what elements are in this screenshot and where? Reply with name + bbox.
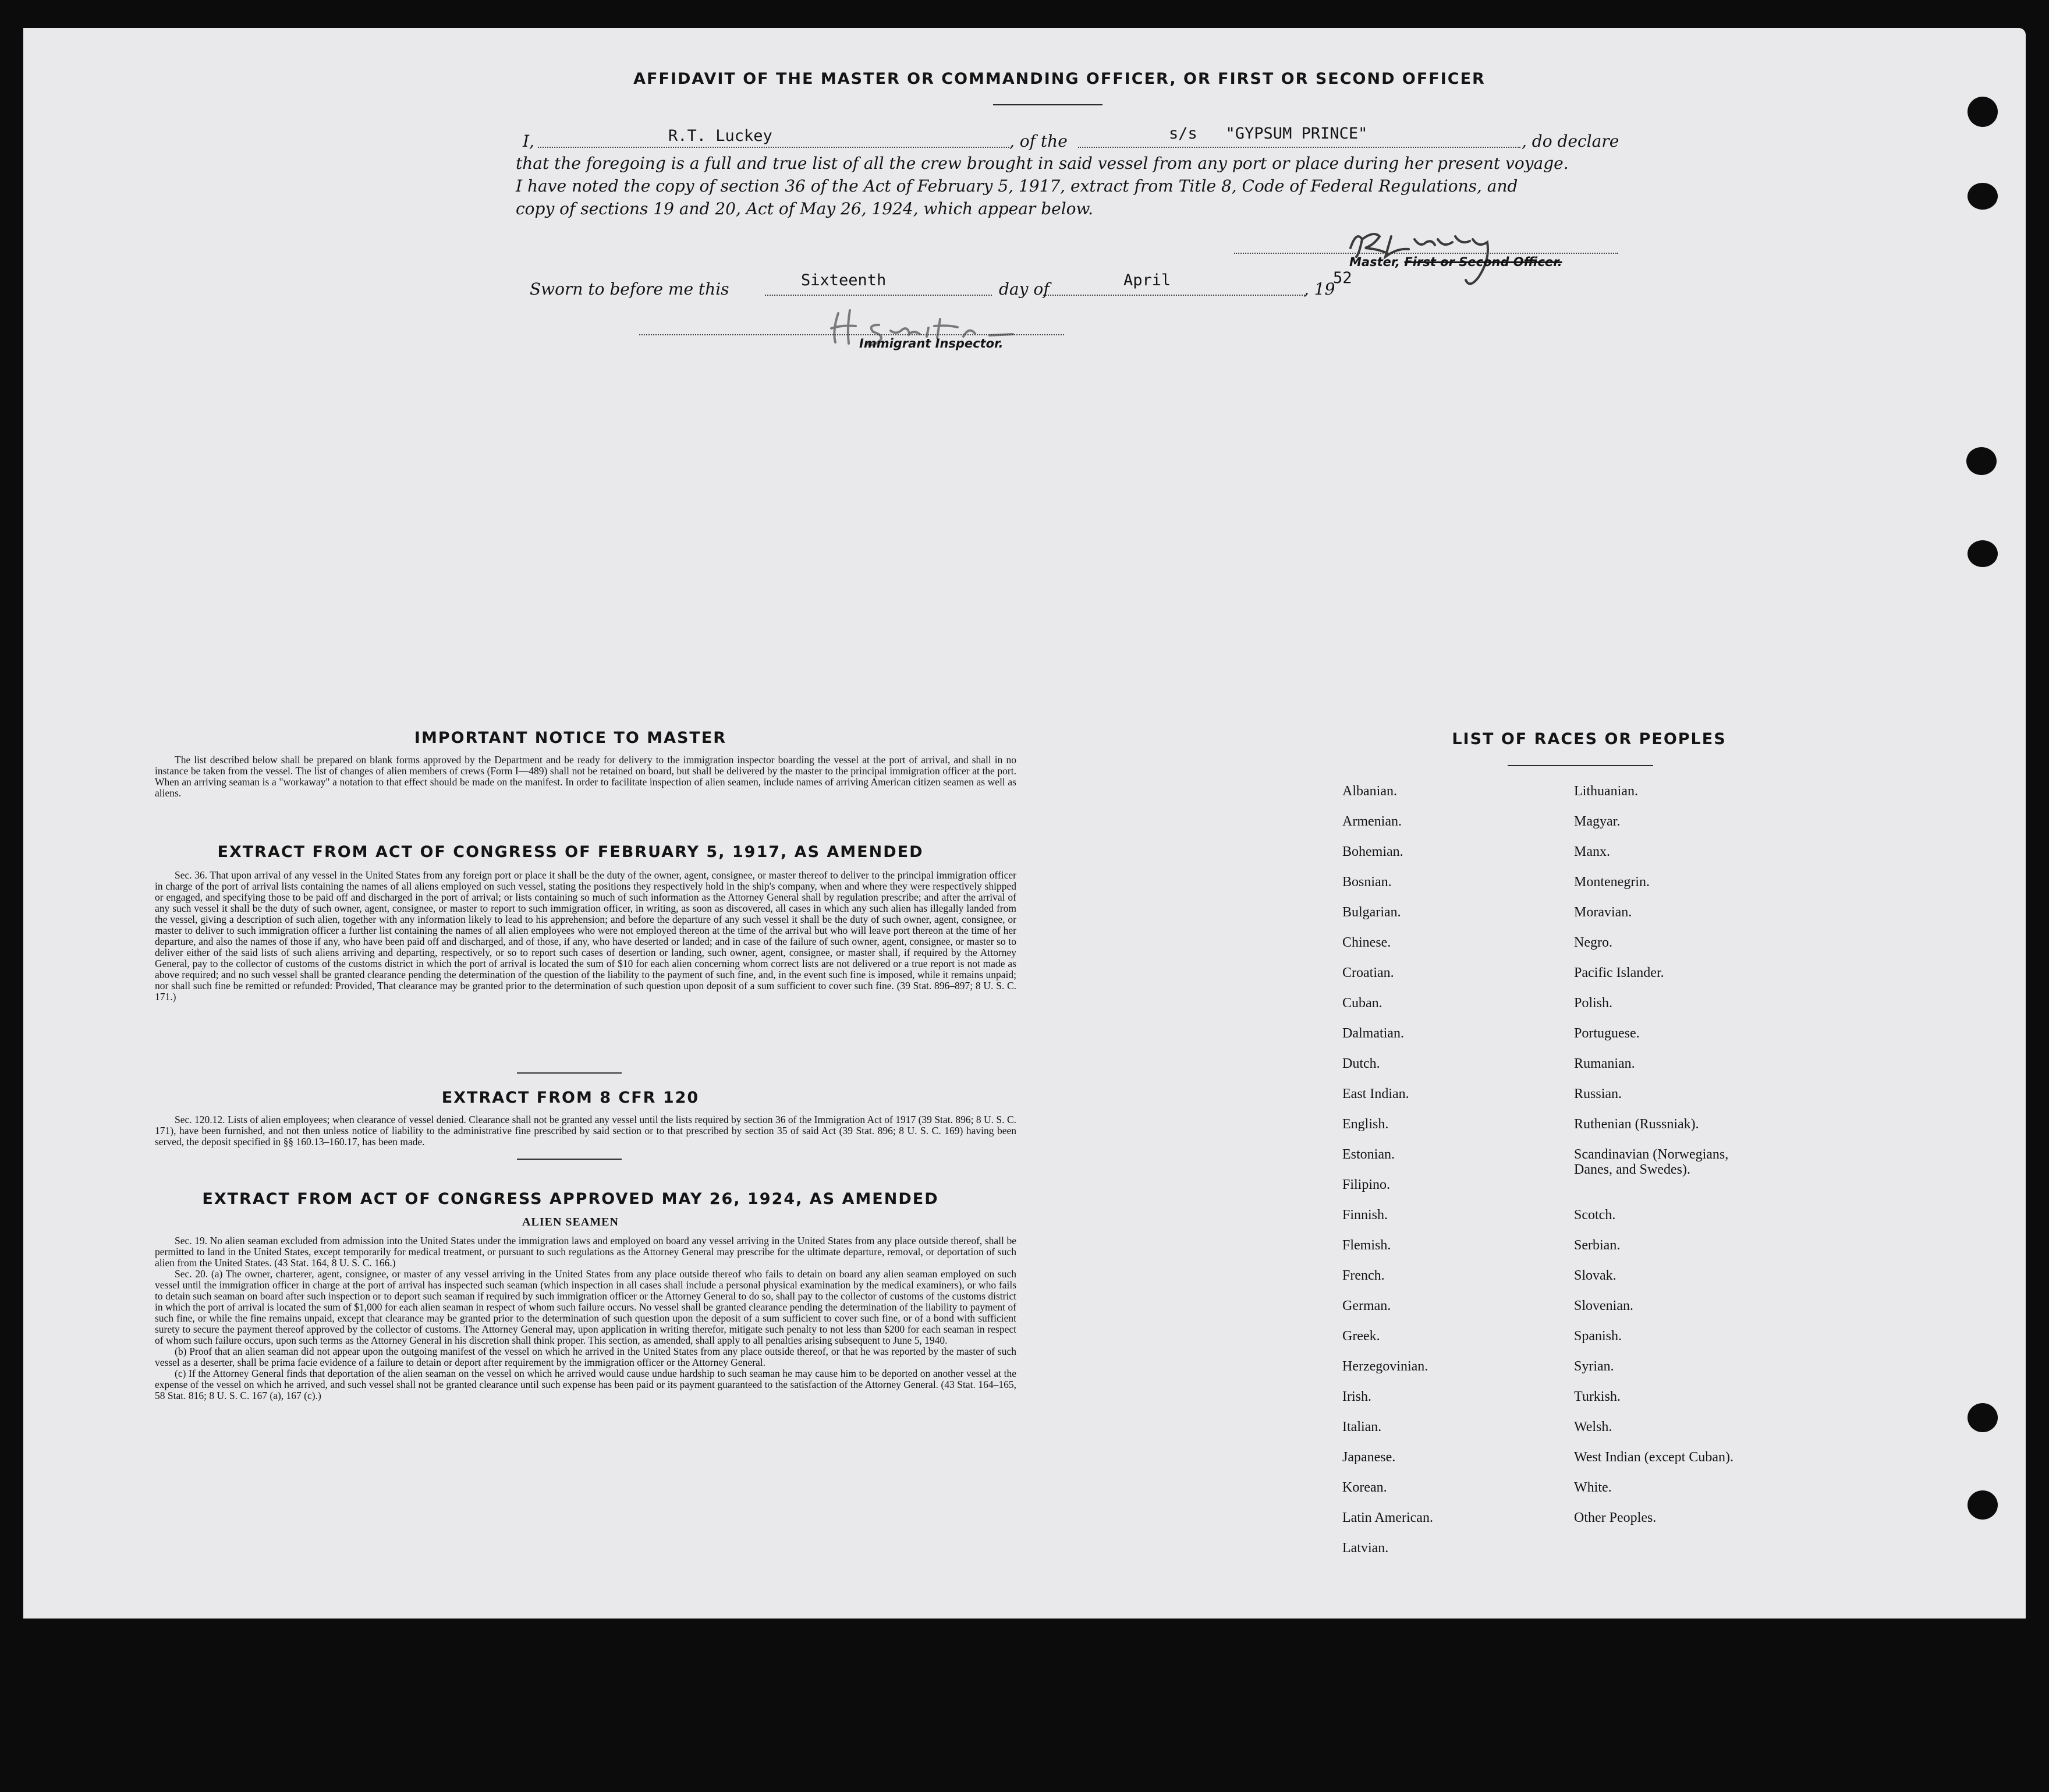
sec-20c-text: (c) If the Attorney General finds that deportation of the alien seaman on the vessel on which he arrived would cause undue hardship to such seaman he may cause him to be deported on another vessel at the expense of the vessel on which he arrived, and such vessel shall not be granted clearance until such expense has been paid or its payment guaranteed to the satisfaction of the Attorney General. (43 Stat. 164–165, 58 Stat. 816; 8 U. S. C. 167 (a), 167 (c).) <box>155 1368 1016 1401</box>
race-item: West Indian (except Cuban). <box>1574 1450 1734 1465</box>
sworn-prefix: Sworn to before me this <box>530 279 729 299</box>
extract-1917-title: EXTRACT FROM ACT OF CONGRESS OF FEBRUARY 5, 1917, AS AMENDED <box>217 843 924 861</box>
race-item: Irish. <box>1342 1389 1371 1404</box>
race-item: Cuban. <box>1342 996 1382 1011</box>
race-item: Latin American. <box>1342 1510 1433 1525</box>
races-title-rule <box>1508 765 1653 766</box>
race-item: Latvian. <box>1342 1540 1389 1556</box>
race-item: Scotch. <box>1574 1207 1616 1223</box>
race-item: Ruthenian (Russniak). <box>1574 1117 1699 1132</box>
extract-1924-body <box>155 1235 1016 1401</box>
race-item: Welsh. <box>1574 1419 1612 1435</box>
race-item: White. <box>1574 1480 1612 1495</box>
race-item: Magyar. <box>1574 814 1621 829</box>
affidavit-line-2: that the foregoing is a full and true list of all the crew brought in said vessel from any port or place during her present voyage. <box>516 154 1569 173</box>
year-prefix: , 19 <box>1304 279 1335 299</box>
race-item: Pacific Islander. <box>1574 965 1664 980</box>
of-the-label: , of the <box>1009 132 1068 151</box>
sworn-month: April <box>1123 271 1171 289</box>
sec-19-text: Sec. 19. No alien seaman excluded from admission into the United States under the immigration laws and employed on board any vessel arriving in the United States from any place outside thereof, shall be permitted to land in the United States, except temporarily for medical treatment, or pursuant to such regulations as the Attorney General may prescribe for the ultimate departure, removal, or deportation of such alien from the United States. (43 Stat. 164, 8 U. S. C. 166.) <box>155 1235 1016 1269</box>
alien-seamen-subtitle: ALIEN SEAMEN <box>522 1216 619 1228</box>
race-item: Greek. <box>1342 1329 1380 1344</box>
race-item: Lithuanian. <box>1574 784 1638 799</box>
race-item: Rumanian. <box>1574 1056 1635 1071</box>
sec-20b-text: (b) Proof that an alien seaman did not appear upon the outgoing manifest of the vessel on which he arrived in the United States from any place outside thereof, or that he was reported by the master of such vessel as a deserter, shall be prima facie evidence of a failure to detain or deport after requirement by the immigration officer or the Attorney General. <box>155 1345 1016 1368</box>
race-item: Scandinavian (Norwegians, Danes, and Swedes). <box>1574 1147 1729 1177</box>
race-item: Polish. <box>1574 996 1613 1011</box>
extract-1924-title: EXTRACT FROM ACT OF CONGRESS APPROVED MAY 26, 1924, AS AMENDED <box>202 1190 939 1208</box>
race-item: Japanese. <box>1342 1450 1396 1465</box>
do-declare-label: , do declare <box>1522 132 1619 151</box>
affidavit-title: AFFIDAVIT OF THE MASTER OR COMMANDING OFFICER, OR FIRST OR SECOND OFFICER <box>633 70 1486 88</box>
race-item: Russian. <box>1574 1086 1622 1102</box>
race-item: German. <box>1342 1298 1391 1313</box>
race-item: Slovak. <box>1574 1268 1616 1283</box>
race-item: Montenegrin. <box>1574 874 1650 890</box>
extract-cfr-body: Sec. 120.12. Lists of alien employees; when clearance of vessel denied. Clearance shall not be granted any vessel until the lists required by section 36 of the Immigration Act of 1917 (39 Stat. 896; 8 U. S. C. 171), have been furnished, and not then unless notice of liability to the administrative fine prescribed by said section or to that prescribed by section 35 of said Act (39 Stat. 896; 8 U. S. C. 169) having been served, the deposit specified in §§ 160.13–160.17, has been made. <box>155 1114 1016 1148</box>
race-item: Filipino. <box>1342 1177 1391 1192</box>
race-item: Other Peoples. <box>1574 1510 1657 1525</box>
vessel-name: s/s "GYPSUM PRINCE" <box>1169 125 1368 143</box>
race-item: French. <box>1342 1268 1385 1283</box>
race-item: Manx. <box>1574 844 1610 859</box>
sworn-day: Sixteenth <box>801 271 887 289</box>
inspector-signature-line <box>639 334 1064 335</box>
extract-1917-body: Sec. 36. That upon arrival of any vessel in the United States from any foreign port or place it shall be the duty of the owner, agent, consignee, or master thereof to deliver to the principal immigration officer in charge of the port of arrival lists containing the names of all aliens employed on such vessel, stating the positions they respectively hold in the ship's company, when and where they were respectively shipped or engaged, and specifying those to be paid off and discharged in the port of arrival; or lists containing so much of such information as the Attorney General shall by regulation prescribe; and after the arrival of any such vessel it shall be the duty of such owner, agent, consignee, or master to report to such immigration officer, in writing, as soon as discovered, all cases in which any such alien has illegally landed from the vessel, giving a description of such alien, together with any information likely to lead to his apprehension; and before the departure of any such vessel it shall be the duty of such owner, agent, consignee, or master to deliver to such immigration officer a further list containing the names of all alien employees who were not employed thereon at the time of the arrival but who will leave port thereon at the time of her departure, and also the names of those if any, who have been paid off and discharged, and of those, if any, who have deserted or landed; and in case of the failure of such owner, agent, consignee, or master so to deliver either of the said lists of such aliens arriving and departing, respectively, or so to report such cases of desertion or landing, such owner, agent, consignee, or master shall, if required by the Attorney General, pay to the collector of customs of the customs district in which the port of arrival is located the sum of $10 for each alien concerning whom correct lists are not delivered or a true report is not made as above required; and no such vessel shall be granted clearance pending the determination of the question of the liability to the payment of such fine, and, in the event such fine is imposed, while it remains unpaid; nor shall such fine be remitted or refunded: Provided, That clearance may be granted prior to the determination of such question upon deposit of a sum sufficient to cover such fine. (39 Stat. 896–897; 8 U. S. C. 171.) <box>155 869 1016 1003</box>
inspector-caption: Immigrant Inspector. <box>859 337 1004 350</box>
affidavit-line-4: copy of sections 19 and 20, Act of May 26, 1924, which appear below. <box>516 199 1094 218</box>
race-item: Moravian. <box>1574 905 1632 920</box>
master-caption-label: Master, <box>1349 255 1401 269</box>
race-item: Slovenian. <box>1574 1298 1633 1313</box>
race-item: Dalmatian. <box>1342 1026 1404 1041</box>
punch-hole <box>1968 183 1998 210</box>
section-rule <box>517 1159 622 1160</box>
race-item: Syrian. <box>1574 1359 1614 1374</box>
races-title: LIST OF RACES OR PEOPLES <box>1452 730 1727 748</box>
race-item: Chinese. <box>1342 935 1391 950</box>
race-item: Albanian. <box>1342 784 1397 799</box>
race-item: Estonian. <box>1342 1147 1395 1162</box>
master-signature <box>1333 213 1508 295</box>
race-item: Portuguese. <box>1574 1026 1640 1041</box>
punch-hole <box>1968 1403 1998 1432</box>
race-item: Turkish. <box>1574 1389 1621 1404</box>
race-item: East Indian. <box>1342 1086 1409 1102</box>
notice-title: IMPORTANT NOTICE TO MASTER <box>414 729 727 747</box>
document-page <box>23 28 2026 1619</box>
race-item: Croatian. <box>1342 965 1394 980</box>
master-caption <box>1349 255 1562 269</box>
race-item: Bosnian. <box>1342 874 1392 890</box>
race-item: Armenian. <box>1342 814 1402 829</box>
sworn-day-line <box>765 295 992 296</box>
punch-hole <box>1966 447 1997 475</box>
affidavit-line-3: I have noted the copy of section 36 of the Act of February 5, 1917, extract from Title 8, Code of Federal Regulations, and <box>516 176 1518 196</box>
sworn-month-line <box>1043 295 1305 296</box>
race-item: Bohemian. <box>1342 844 1403 859</box>
race-item: English. <box>1342 1117 1389 1132</box>
race-item: Flemish. <box>1342 1238 1391 1253</box>
section-rule <box>517 1072 622 1074</box>
day-of-label: day of <box>999 279 1050 299</box>
race-item: Korean. <box>1342 1480 1387 1495</box>
race-item: Finnish. <box>1342 1207 1388 1223</box>
race-item: Herzegovinian. <box>1342 1359 1428 1374</box>
struck-officer-caption: First or Second Officer. <box>1404 255 1562 269</box>
race-item: Dutch. <box>1342 1056 1380 1071</box>
race-item: Bulgarian. <box>1342 905 1401 920</box>
line1-prefix: I, <box>523 132 534 151</box>
race-item: Serbian. <box>1574 1238 1621 1253</box>
punch-hole <box>1968 540 1998 567</box>
master-name: R.T. Luckey <box>668 127 772 145</box>
race-item: Negro. <box>1574 935 1612 950</box>
punch-hole <box>1968 1490 1998 1520</box>
name-line <box>538 147 1009 148</box>
race-item: Italian. <box>1342 1419 1382 1435</box>
sec-20a-text: Sec. 20. (a) The owner, charterer, agent, consignee, or master of any vessel arriving in the United States from any place outside thereof who fails to detain on board any alien seaman employed on such vessel until the immigration officer in charge at the port of arrival has inspected such seaman (which inspection in all cases shall include a personal physical examination by the medical examiners), or who fails to detain such seaman on board after such inspection or to deport such seaman if required by such immigration officer or the Attorney General to do so, shall pay to the collector of customs of the customs district in which the port of arrival is located the sum of $1,000 for each alien seaman in respect of whom such failure occurs. No vessel shall be granted clearance pending the determination of the liability to payment of such fine, or while the fine remains unpaid, except that clearance may be granted prior to the determination of such question upon the deposit of a sum sufficient to cover such fine, or of a bond with sufficient surety to secure the payment thereof approved by the collector of customs. The Attorney General may, upon application in writing therefor, mitigate such penalty to not less than $200 for each seaman in respect of whom such failure occurs, upon such terms as the Attorney General in his discretion shall think proper. This section, as amended, shall apply to all penalties arising subsequent to June 5, 1940. <box>155 1268 1016 1346</box>
punch-hole <box>1968 97 1998 127</box>
year-suffix: 52 <box>1333 269 1352 287</box>
title-rule <box>993 104 1103 105</box>
race-item: Spanish. <box>1574 1329 1622 1344</box>
vessel-line <box>1078 147 1520 148</box>
extract-cfr-title: EXTRACT FROM 8 CFR 120 <box>441 1089 700 1107</box>
notice-body: The list described below shall be prepared on blank forms approved by the Department and be ready for delivery to the immigration inspector boarding the vessel at the port of arrival, and shall in no instance be taken from the vessel. The list of changes of alien members of crews (Form I—489) shall not be retained on board, but shall be delivered by the master to the principal immigration officer at the port. When an arriving seaman is a "workaway" a notation to that effect should be made on the manifest. In order to facilitate inspection of alien seamen, include names of arriving American citizen seamen as well as aliens. <box>155 754 1016 799</box>
